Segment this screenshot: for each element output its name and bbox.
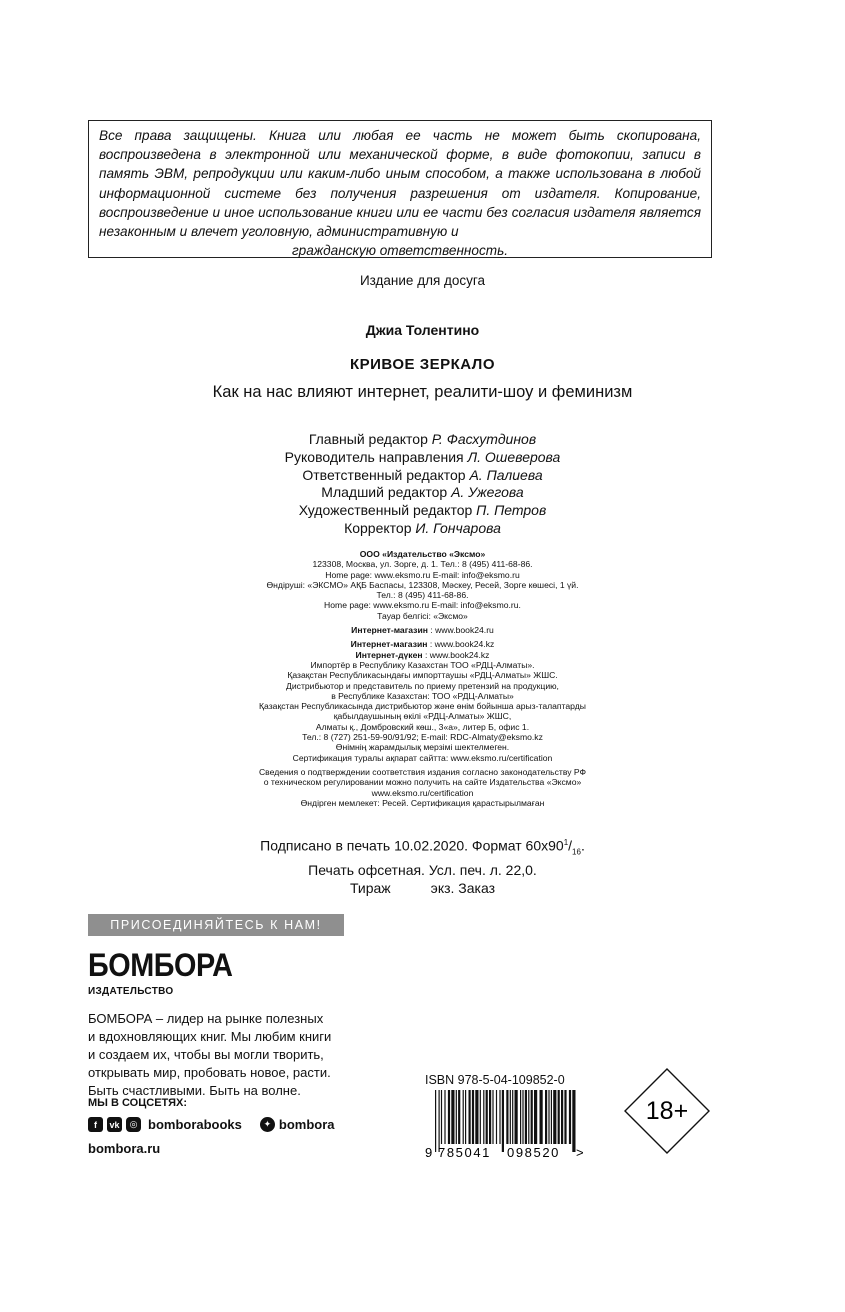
barcode-bar — [520, 1090, 521, 1144]
zen-icon[interactable]: ✦ — [260, 1117, 275, 1132]
barcode-bar — [448, 1090, 450, 1144]
credit-line — [0, 520, 845, 538]
imprint-line: Өндіруші: «ЭКСМО» АҚБ Баспасы, 123308, Мәскеу, Ресей, Зорге көшесі, 1 үй. — [266, 579, 579, 590]
barcode-bar — [483, 1090, 484, 1144]
copyright-box — [88, 120, 712, 258]
age-rating-badge — [623, 1067, 711, 1155]
credit-role: Младший редактор — [321, 484, 448, 501]
barcode-bar — [522, 1090, 523, 1144]
author-name: Джиа Толентино — [365, 322, 480, 338]
about-line: БОМБОРА – лидер на рынке полезных — [88, 1011, 324, 1026]
barcode-bar — [486, 1090, 488, 1144]
publisher-name: ООО «Издательство «Эксмо» — [359, 549, 486, 559]
bombora-logo: БОМБОРА — [88, 947, 233, 983]
bombora-website[interactable]: bombora.ru — [88, 1141, 161, 1156]
credit-role: Главный редактор — [308, 431, 428, 447]
barcode-bar — [441, 1090, 442, 1144]
barcode — [425, 1090, 590, 1162]
print-circulation: Тираж экз. Заказ — [349, 880, 496, 897]
barcode-bar — [512, 1090, 513, 1144]
copyright-text-last: гражданскую ответственность. — [291, 243, 509, 259]
imprint-line: Алматы қ., Домбровский көш., 3«а», литер Б, офис 1. — [315, 721, 530, 732]
credits-list — [0, 431, 845, 538]
barcode-bar — [480, 1090, 481, 1144]
barcode-digits: 098520 — [507, 1145, 560, 1160]
credit-name: П. Петров — [476, 502, 547, 519]
barcode-bar — [548, 1090, 549, 1144]
book-title: КРИВОЕ ЗЕРКАЛО — [349, 356, 495, 373]
about-line: и создаем их, чтобы вы могли творить, — [88, 1047, 324, 1062]
shop-url: : www.book24.ru — [427, 625, 494, 636]
credit-role: Руководитель направления — [284, 448, 464, 465]
credit-name: А. Ужегова — [451, 484, 524, 501]
bombora-logo-sub: ИЗДАТЕЛЬСТВО — [88, 986, 174, 997]
copyright-text: Все права защищены. Книга или любая ее часть не может быть скопирована, воспроизведена в электронной или механической форме, в виде фотокопии, записи в память ЭВМ, репродукции или каким-либо иным способом, а также использована в любой информационной системе без получения разрешения от издателя. Копирование, воспроизведение и иное использование книги или ее части без согласия издателя является незаконным и влечет уголовную, административную и — [99, 128, 701, 240]
barcode-bar — [569, 1090, 571, 1144]
credit-name: Л. Ошеверова — [467, 448, 561, 465]
barcode-bar — [499, 1090, 500, 1144]
barcode-bar — [475, 1090, 478, 1144]
imprint-block — [0, 549, 845, 808]
print-info — [0, 834, 845, 897]
barcode-bar — [561, 1090, 563, 1144]
barcode-bar — [469, 1090, 471, 1144]
imprint-lines — [0, 559, 845, 621]
barcode-bar — [528, 1090, 529, 1144]
credit-line — [0, 467, 845, 485]
facebook-icon[interactable]: f — [88, 1117, 103, 1132]
shop-line — [0, 639, 845, 649]
imprint-line: о техническом регулировании можно получить на сайте Издательства «Эксмо» — [263, 777, 582, 788]
barcode-bar — [458, 1090, 460, 1144]
barcode-bar — [492, 1090, 493, 1144]
barcode-bar — [439, 1090, 440, 1152]
barcode-bar — [496, 1090, 497, 1144]
print-type: Печать офсетная. Усл. печ. л. 22,0. — [308, 862, 537, 879]
barcode-bar — [510, 1090, 511, 1144]
imprint-line: Тел.: 8 (495) 411-68-86. — [376, 590, 469, 601]
about-line: открывать мир, пробовать новое, расти. — [88, 1065, 331, 1080]
credit-name: Р. Фасхутдинов — [431, 431, 537, 447]
imprint-line: Тауар белгісі: «Эксмо» — [377, 610, 468, 621]
barcode-bar — [472, 1090, 474, 1144]
age-rating: 18+ — [645, 1097, 689, 1125]
credit-role: Ответственный редактор — [302, 466, 466, 483]
shop-label: Интернет-магазин — [350, 639, 428, 650]
credit-role: Корректор — [344, 519, 412, 536]
imprint-line: Сертификация туралы ақпарат сайтта: www.eksmo.ru/certification — [292, 752, 553, 763]
shop-line — [0, 650, 845, 660]
barcode-bar — [572, 1090, 575, 1152]
shop-url: : www.book24.kz — [422, 649, 490, 660]
barcode-bar — [444, 1090, 445, 1144]
imprint-line: Сведения о подтверждении соответствия издания согласно законодательству РФ — [258, 766, 587, 777]
barcode-bar — [551, 1090, 552, 1144]
imprint-line: 123308, Москва, ул. Зорге, д. 1. Тел.: 8 (495) 411-68-86. — [312, 559, 533, 570]
barcode-bar — [451, 1090, 454, 1144]
imprint-line: Home page: www.eksmo.ru E-mail: info@eksmo.ru — [325, 569, 520, 580]
credit-name: А. Палиева — [469, 466, 543, 483]
credit-line — [0, 502, 845, 520]
imprint-line: Home page: www.eksmo.ru E-mail: info@eksmo.ru. — [324, 600, 521, 611]
print-signed: Подписано в печать 10.02.2020. Формат $60x90^1/_{16}$. — [260, 837, 585, 857]
shop-url: : www.book24.kz — [427, 639, 495, 650]
barcode-bar — [553, 1090, 556, 1144]
social-handle[interactable]: bombora — [278, 1117, 335, 1132]
imprint-line: Өнімнің жарамдылық мерзімі шектелмеген. — [335, 742, 510, 753]
barcode-bar — [435, 1090, 436, 1152]
edition-note: Издание для досуга — [359, 273, 486, 288]
barcode-digit: 9 — [425, 1145, 433, 1160]
imprint-line: Дистрибьютор и представитель по приему претензий на продукцию, — [286, 680, 559, 691]
credit-name: И. Гончарова — [415, 519, 501, 536]
shop-label: Интернет-дүкен — [355, 649, 423, 660]
barcode-digits: 785041 — [438, 1145, 491, 1160]
join-banner: ПРИСОЕДИНЯЙТЕСЬ К НАМ! — [88, 914, 344, 936]
shop-label: Интернет-магазин — [351, 625, 428, 636]
imprint-line: Өндірген мемлекет: Ресей. Сертификация қарастырылмаған — [300, 797, 545, 808]
about-line: Быть счастливыми. Быть на волне. — [88, 1083, 301, 1098]
barcode-bar — [564, 1090, 566, 1144]
barcode-bar — [558, 1090, 560, 1144]
bombora-about — [88, 1010, 358, 1100]
shop-line — [0, 625, 845, 635]
barcode-bar — [545, 1090, 547, 1144]
imprint-line: Тел.: 8 (727) 251-59-90/91/92; E-mail: RDC-Almaty@eksmo.kz — [302, 732, 543, 743]
imprint-line: Қазақстан Республикасындағы импорттаушы «РДЦ-Алматы» ЖШС. — [287, 670, 558, 681]
barcode-bar — [540, 1090, 543, 1144]
barcode-bar — [502, 1090, 504, 1152]
imprint-line: Қазақстан Республикасында дистрибьютор және өнім бойынша арыз-талаптарды — [259, 701, 586, 712]
credit-line — [0, 484, 845, 502]
imprint-line: қабылдаушының өкілі «РДЦ-Алматы» ЖШС, — [333, 711, 512, 722]
barcode-bar — [463, 1090, 464, 1144]
credit-line — [0, 431, 845, 449]
imprint-lines — [0, 767, 845, 808]
barcode-bar — [525, 1090, 527, 1144]
barcode-bar — [456, 1090, 457, 1144]
social-handle[interactable]: bomborabooks — [148, 1117, 242, 1132]
barcode-bar — [506, 1090, 508, 1144]
about-line: и вдохновляющих книг. Мы любим книги — [88, 1029, 332, 1044]
imprint-lines — [0, 660, 845, 763]
barcode-bar — [515, 1090, 518, 1144]
isbn-label: ISBN 978-5-04-109852-0 — [425, 1073, 565, 1087]
barcode-bar — [465, 1090, 466, 1144]
barcode-bar — [534, 1090, 537, 1144]
instagram-icon[interactable]: ◎ — [126, 1117, 141, 1132]
social-row — [88, 1117, 335, 1132]
vk-icon[interactable]: vk — [107, 1117, 122, 1132]
social-title: МЫ В СОЦСЕТЯХ: — [88, 1097, 188, 1109]
imprint-line: Импортёр в Республику Казахстан ТОО «РДЦ-Алматы». — [310, 659, 535, 670]
barcode-arrow: > — [576, 1145, 584, 1160]
credit-role: Художественный редактор — [298, 502, 473, 519]
book-subtitle: Как на нас влияют интернет, реалити-шоу и феминизм — [212, 383, 633, 401]
credit-line — [0, 449, 845, 467]
imprint-line: www.eksmo.ru/certification — [371, 787, 474, 798]
imprint-line: в Республике Казахстан: ТОО «РДЦ-Алматы» — [331, 690, 514, 701]
barcode-bar — [489, 1090, 491, 1144]
barcode-bar — [531, 1090, 533, 1144]
